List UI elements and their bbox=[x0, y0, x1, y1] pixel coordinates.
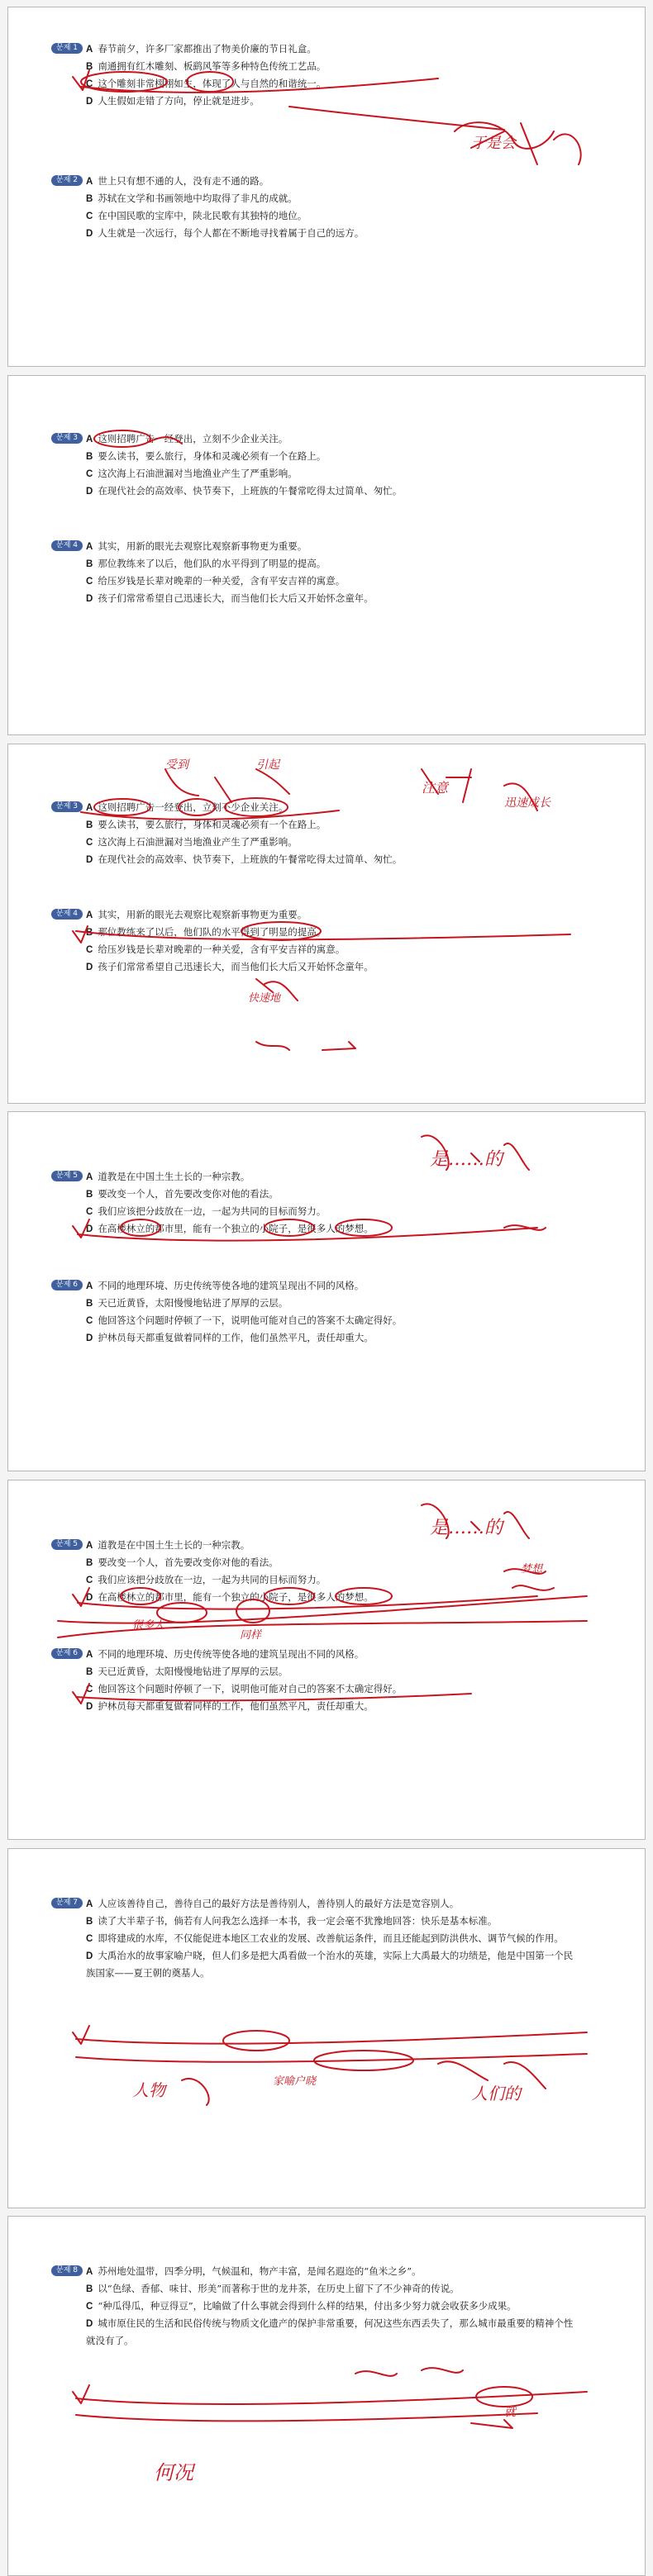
option-b: B 要改变一个人，首先要改变你对他的看法。 bbox=[86, 1188, 279, 1200]
option-b: B 要么读书，要么旅行，身体和灵魂必须有一个在路上。 bbox=[86, 819, 326, 830]
option-a: 문제 3 A 这则招聘广告一经登出，立刻不少企业关注。 bbox=[86, 799, 598, 816]
option-a: 문제 5 A 道教是在中国土生土长的一种宗教。 bbox=[86, 1168, 598, 1186]
handwriting-note: 何况 bbox=[154, 2461, 193, 2484]
handwriting-note: 迅速成长 bbox=[504, 796, 551, 810]
option-d: D 人生就是一次远行，每个人都在不断地寻找着属于自己的远方。 bbox=[86, 227, 365, 239]
option-c: C 他回答这个问题时停顿了一下，说明他可能对自己的答案不太确定得好。 bbox=[86, 1683, 403, 1694]
option-b: B 天已近黄昏，太阳慢慢地钻进了厚厚的云层。 bbox=[86, 1297, 288, 1309]
option-d: D 在现代社会的高效率、快节奏下，上班族的午餐常吃得太过简单、匆忙。 bbox=[86, 485, 403, 497]
handwriting-note: 于是会 bbox=[471, 135, 516, 152]
option-c: C 在中国民歌的宝库中，陕北民歌有其独特的地位。 bbox=[86, 210, 307, 221]
option-b: B 以“色绿、香郁、味甘、形美”而著称于世的龙井茶，在历史上留下了不少神奇的传说。 bbox=[86, 2283, 460, 2294]
handwriting-note: 家喻户晓 bbox=[273, 2075, 317, 2088]
question-1 bbox=[56, 40, 598, 110]
option-a: 문제 4 A 其实，用新的眼光去观察比观察新事物更为重要。 bbox=[86, 538, 598, 555]
slide-2 bbox=[7, 375, 646, 735]
question-badge: 문제 4 bbox=[51, 540, 83, 551]
question-4 bbox=[56, 538, 598, 607]
option-b: B 要改变一个人，首先要改变你对他的看法。 bbox=[86, 1557, 279, 1568]
handwriting-note: 是……的 bbox=[430, 1518, 503, 1538]
option-c: C 这次海上石油泄漏对当地渔业产生了严重影响。 bbox=[86, 836, 298, 848]
option-c: C 他回答这个问题时停顿了一下，说明他可能对自己的答案不太确定得好。 bbox=[86, 1314, 403, 1326]
option-b: B 那位教练来了以后，他们队的水平得到了明显的提高。 bbox=[86, 558, 326, 569]
option-a: 문제 6 A 不同的地理环境、历史传统等使各地的建筑呈现出不同的风格。 bbox=[86, 1646, 598, 1663]
option-a: 문제 4 A 其实，用新的眼光去观察比观察新事物更为重要。 bbox=[86, 906, 598, 924]
handwriting-note: 快速地 bbox=[248, 992, 281, 1005]
option-b: B 那位教练来了以后，他们队的水平得到了明显的提高。 bbox=[86, 926, 326, 938]
question-badge: 문제 4 bbox=[51, 909, 83, 920]
option-d: D 城市原住民的生活和民俗传统与物质文化遗产的保护非常重要，何况这些东西丢失了，那么城市最重要的精神个性就没有了。 bbox=[86, 2317, 574, 2346]
question-6 bbox=[56, 1277, 598, 1347]
option-c: C 这个雕刻非常栩栩如生，体现了人与自然的和谐统一。 bbox=[86, 78, 326, 89]
option-c: C 给压岁钱是长辈对晚辈的一种关爱，含有平安吉祥的寓意。 bbox=[86, 575, 346, 587]
question-badge: 문제 3 bbox=[51, 801, 83, 812]
option-d: D 在现代社会的高效率、快节奏下，上班族的午餐常吃得太过简单、匆忙。 bbox=[86, 853, 403, 865]
handwriting-note: 是……的 bbox=[430, 1149, 503, 1170]
handwriting-note: 受到 bbox=[165, 758, 188, 772]
question-5 bbox=[56, 1168, 598, 1238]
option-c: C 即将建成的水库，不仅能促进本地区工农业的发展、改善航运条件，而且还能起到防洪供水、调节气候的作用。 bbox=[86, 1932, 564, 1944]
question-badge: 문제 6 bbox=[51, 1280, 83, 1290]
option-d: D 护林员每天都重复做着同样的工作，他们虽然平凡，责任却重大。 bbox=[86, 1700, 374, 1712]
slide-6 bbox=[7, 1848, 646, 2208]
slide-1 bbox=[7, 7, 646, 367]
option-b: B 南通拥有红木雕刻、板鹞风筝等多种特色传统工艺品。 bbox=[86, 60, 326, 72]
question-badge: 문제 1 bbox=[51, 43, 83, 54]
option-d: D 孩子们常常希望自己迅速长大，而当他们长大后又开始怀念童年。 bbox=[86, 592, 374, 604]
question-4 bbox=[56, 906, 598, 976]
question-badge: 문제 5 bbox=[51, 1171, 83, 1181]
option-c: C 我们应该把分歧放在一边，一起为共同的目标而努力。 bbox=[86, 1205, 326, 1217]
handwriting-note: 人物 bbox=[132, 2080, 165, 2100]
handwriting-note: 人们的 bbox=[471, 2084, 521, 2103]
option-a: 문제 1 A 春节前夕，许多厂家都推出了物美价廉的节日礼盒。 bbox=[86, 40, 598, 58]
option-a: 문제 6 A 不同的地理环境、历史传统等使各地的建筑呈现出不同的风格。 bbox=[86, 1277, 598, 1295]
option-d: D 孩子们常常希望自己迅速长大，而当他们长大后又开始怀念童年。 bbox=[86, 961, 374, 972]
question-badge: 문제 2 bbox=[51, 175, 83, 186]
option-b: B 苏轼在文学和书画领地中均取得了非凡的成就。 bbox=[86, 192, 298, 204]
handwriting-note: 就 bbox=[504, 2406, 516, 2419]
option-a: 문제 3 A 这则招聘广告一经登出，立刻不少企业关注。 bbox=[86, 430, 598, 448]
question-badge: 문제 7 bbox=[51, 1898, 83, 1908]
option-d: D 人生假如走错了方向，停止就是进步。 bbox=[86, 95, 260, 107]
question-badge: 문제 8 bbox=[51, 2265, 83, 2276]
option-d: D 护林员每天都重复做着同样的工作，他们虽然平凡，责任却重大。 bbox=[86, 1332, 374, 1343]
question-3 bbox=[56, 430, 598, 500]
option-d: D 在高楼林立的都市里，能有一个独立的小院子，是很多人的梦想。 bbox=[86, 1223, 374, 1234]
question-6 bbox=[56, 1646, 598, 1715]
option-c: C 给压岁钱是长辈对晚辈的一种关爱，含有平安吉祥的寓意。 bbox=[86, 943, 346, 955]
option-d: D 在高楼林立的都市里，能有一个独立的小院子，是很多人的梦想。 bbox=[86, 1591, 374, 1603]
handwriting-note: 很多人 bbox=[132, 1619, 165, 1632]
question-badge: 문제 6 bbox=[51, 1648, 83, 1659]
handwriting-note: 注意 bbox=[422, 780, 449, 796]
handwriting-note: 同样 bbox=[240, 1629, 262, 1642]
option-a: 문제 2 A 世上只有想不通的人，没有走不通的路。 bbox=[86, 173, 598, 190]
handwriting-note: 梦想 bbox=[521, 1563, 543, 1576]
option-d: D 大禹治水的故事家喻户晓，但人们多是把大禹看做一个治水的英雄，实际上大禹最大的功绩是，他是中国第一个民族国家——夏王朝的奠基人。 bbox=[86, 1950, 574, 1979]
question-7 bbox=[56, 1895, 574, 1981]
slide-7 bbox=[7, 2216, 646, 2576]
option-a: 문제 8 A 苏州地处温带，四季分明，气候温和，物产丰富，是闻名遐迩的“鱼米之乡”。 bbox=[86, 2263, 574, 2280]
option-b: B 天已近黄昏，太阳慢慢地钻进了厚厚的云层。 bbox=[86, 1666, 288, 1677]
option-c: C 这次海上石油泄漏对当地渔业产生了严重影响。 bbox=[86, 468, 298, 479]
handwriting-note: 引起 bbox=[256, 758, 279, 772]
slide-5 bbox=[7, 1480, 646, 1840]
option-c: C “种瓜得瓜，种豆得豆”，比喻做了什么事就会得到什么样的结果，付出多少努力就会收获多少成果。 bbox=[86, 2300, 517, 2312]
option-b: B 读了大半辈子书，倘若有人问我怎么选择一本书，我一定会毫不犹豫地回答：快乐是基本标准。 bbox=[86, 1915, 498, 1927]
question-8 bbox=[56, 2263, 574, 2349]
option-b: B 要么读书，要么旅行，身体和灵魂必须有一个在路上。 bbox=[86, 450, 326, 462]
option-a: 문제 5 A 道教是在中国土生土长的一种宗教。 bbox=[86, 1537, 598, 1554]
slide-4 bbox=[7, 1111, 646, 1471]
question-badge: 문제 3 bbox=[51, 433, 83, 444]
option-c: C 我们应该把分歧放在一边，一起为共同的目标而努力。 bbox=[86, 1574, 326, 1585]
question-2 bbox=[56, 173, 598, 242]
slide-3 bbox=[7, 744, 646, 1104]
option-a: 문제 7 A 人应该善待自己，善待自己的最好方法是善待别人，善待别人的最好方法是宽容别人。 bbox=[86, 1895, 574, 1913]
question-badge: 문제 5 bbox=[51, 1539, 83, 1550]
